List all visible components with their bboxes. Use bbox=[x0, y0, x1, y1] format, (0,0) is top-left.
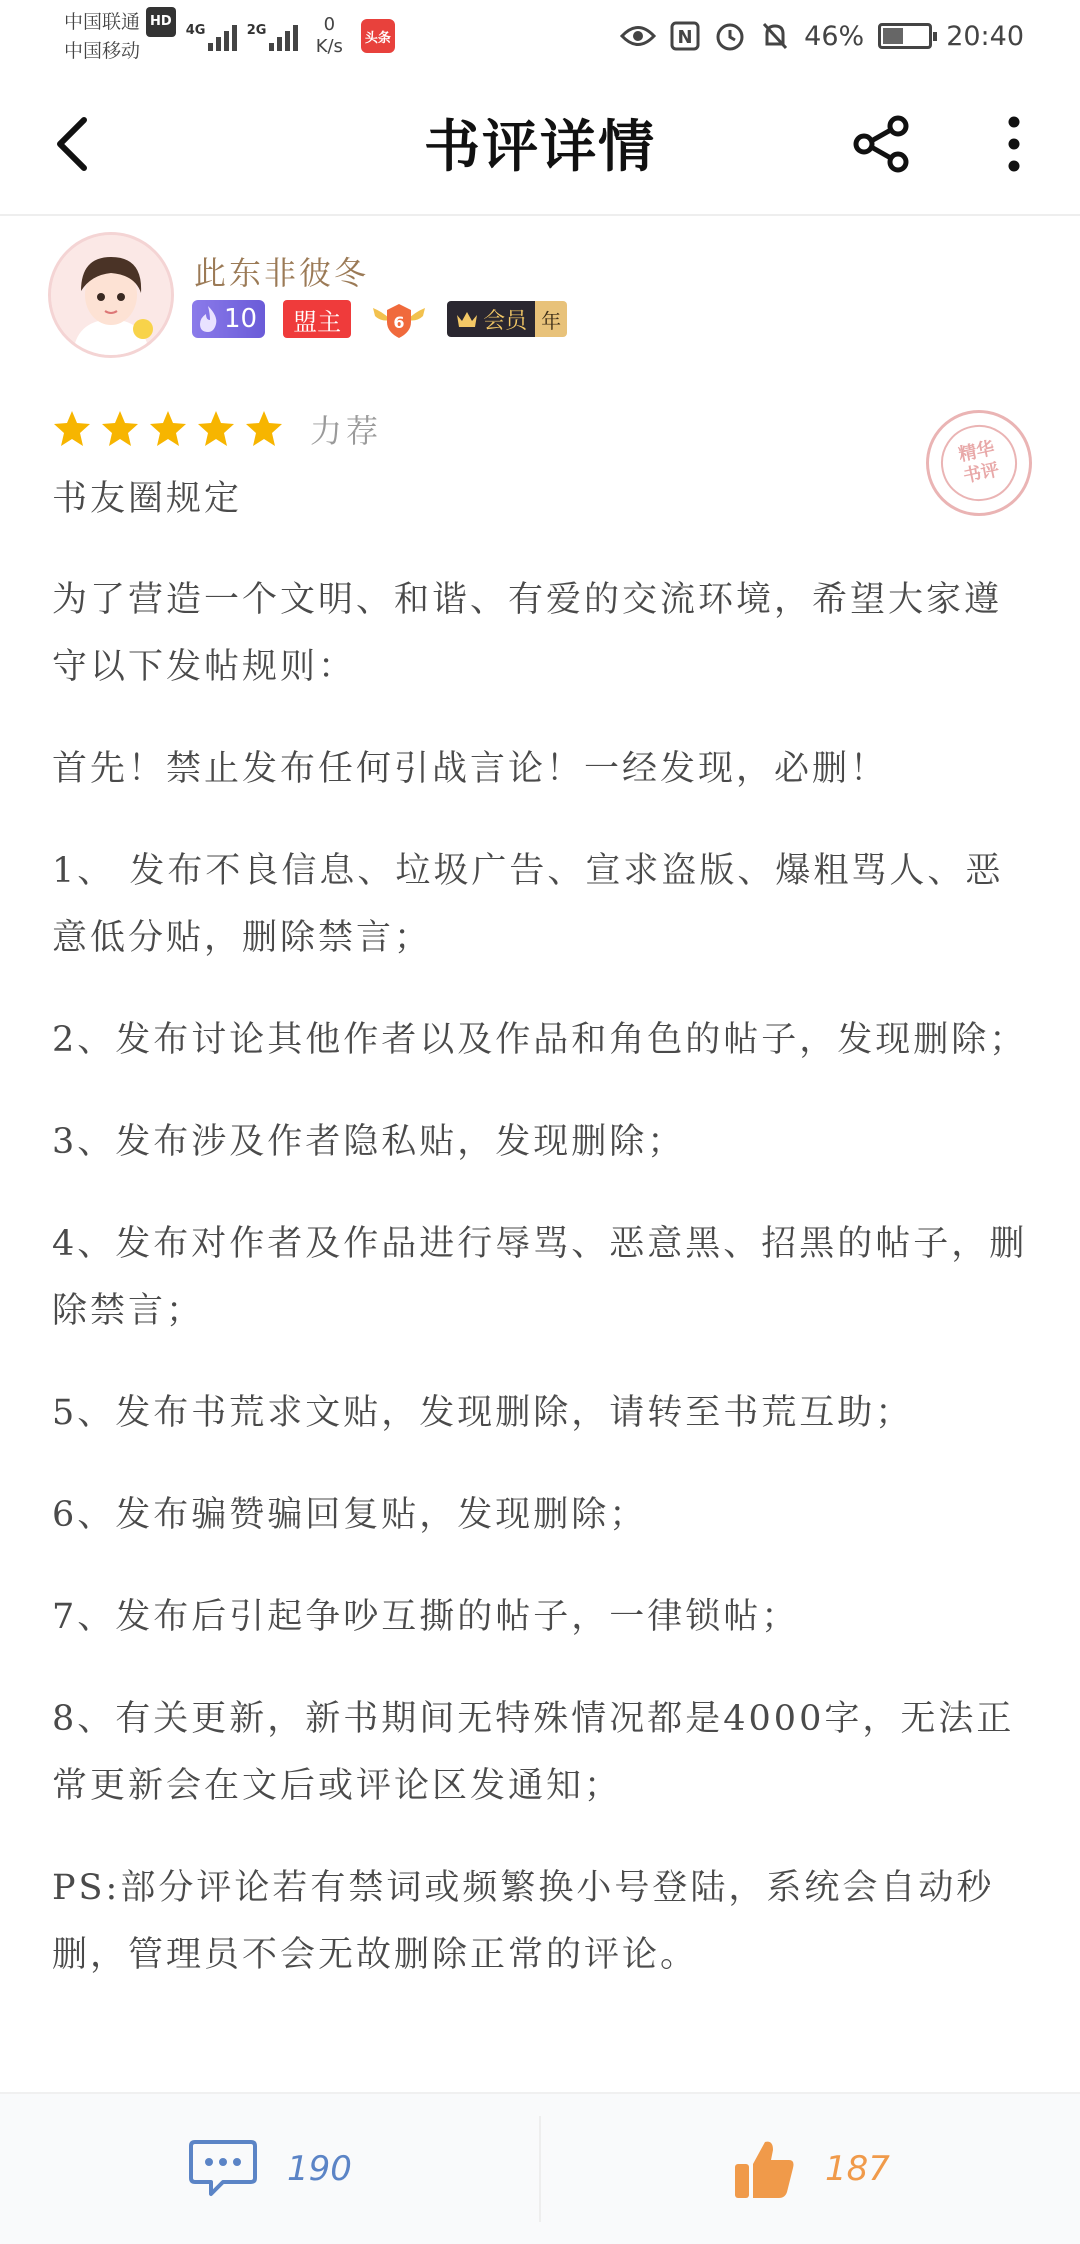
share-icon bbox=[850, 113, 912, 175]
net-speed-unit: K/s bbox=[315, 36, 343, 57]
mute-bell-icon bbox=[760, 20, 790, 52]
net-speed-value: 0 bbox=[323, 14, 336, 35]
review-paragraph: 3、发布涉及作者隐私贴，发现删除； bbox=[52, 1122, 686, 1162]
stamp-line-1: 精华 bbox=[956, 437, 997, 466]
nav-bar bbox=[0, 72, 1080, 216]
carrier-1-name: 中国联通 bbox=[64, 11, 141, 33]
star-icon bbox=[52, 409, 92, 449]
comment-button[interactable] bbox=[0, 2094, 539, 2244]
review-paragraph: 4、发布对作者及作品进行辱骂、恶意黑、招黑的帖子，删除禁言； bbox=[52, 1224, 1028, 1331]
signal-2-icon bbox=[247, 21, 298, 51]
eye-icon bbox=[620, 23, 656, 49]
net-speed bbox=[316, 14, 343, 58]
crown-icon bbox=[455, 309, 479, 329]
vip-period: 年 bbox=[535, 301, 567, 337]
more-vertical-icon bbox=[1008, 116, 1020, 172]
like-button[interactable] bbox=[541, 2094, 1080, 2244]
rating-label: 力荐 bbox=[310, 412, 383, 450]
author-badges bbox=[192, 298, 567, 340]
battery-icon bbox=[878, 23, 932, 49]
author-name[interactable]: 此东非彼冬 bbox=[194, 254, 370, 292]
status-bar bbox=[0, 0, 1080, 72]
review-paragraph: 6、发布骗赞骗回复贴，发现删除； bbox=[52, 1495, 648, 1535]
level-value: 10 bbox=[224, 304, 258, 334]
news-app-icon: 头条 bbox=[361, 19, 395, 53]
comment-icon bbox=[187, 2138, 259, 2200]
level-badge bbox=[192, 300, 265, 338]
carrier-2-name: 中国移动 bbox=[64, 40, 141, 62]
status-right bbox=[620, 20, 1024, 52]
review-paragraph: 7、发布后引起争吵互撕的帖子，一律锁帖； bbox=[52, 1597, 800, 1637]
hd-badge: HD bbox=[146, 7, 176, 37]
role-badge: 盟主 bbox=[283, 300, 351, 338]
share-button[interactable] bbox=[843, 106, 919, 182]
wings-icon bbox=[369, 298, 429, 340]
like-count: 187 bbox=[825, 2149, 890, 2189]
page-title: 书评详情 bbox=[424, 114, 656, 180]
star-icon bbox=[100, 409, 140, 449]
author-header bbox=[48, 232, 1032, 362]
star-icon bbox=[148, 409, 188, 449]
clock: 20:40 bbox=[946, 20, 1024, 52]
back-arrow-icon bbox=[52, 114, 92, 174]
vip-badge bbox=[447, 301, 567, 337]
more-button[interactable] bbox=[984, 106, 1044, 182]
review-title: 书友圈规定 bbox=[52, 479, 243, 519]
review-paragraph: PS:部分评论若有禁词或频繁换小号登陆，系统会自动秒删，管理员不会无故删除正常的评论。 bbox=[52, 1868, 995, 1975]
battery-fill bbox=[883, 28, 903, 44]
avatar-image bbox=[51, 235, 171, 355]
signal-1-gen: 4G bbox=[185, 23, 206, 38]
review-paragraph: 为了营造一个文明、和谐、有爱的交流环境，希望大家遵守以下发帖规则： bbox=[52, 580, 1003, 687]
stamp-line-2: 书评 bbox=[961, 459, 1001, 488]
nfc-label: N bbox=[677, 27, 693, 48]
star-rating bbox=[52, 409, 284, 449]
nfc-icon bbox=[670, 21, 700, 51]
star-icon bbox=[244, 409, 284, 449]
review-paragraph: 2、发布讨论其他作者以及作品和角色的帖子，发现删除； bbox=[52, 1020, 1028, 1060]
fan-level-badge bbox=[369, 298, 429, 340]
star-icon bbox=[196, 409, 236, 449]
review-content bbox=[52, 466, 1036, 2024]
flame-icon bbox=[196, 304, 220, 334]
carrier-info bbox=[64, 7, 176, 65]
battery-percent: 46% bbox=[804, 20, 865, 52]
avatar[interactable] bbox=[48, 232, 174, 358]
signal-1-icon bbox=[186, 21, 237, 51]
alarm-icon bbox=[714, 20, 746, 52]
review-paragraph: 5、发布书荒求文贴，发现删除，请转至书荒互助； bbox=[52, 1393, 914, 1433]
rating-row bbox=[52, 404, 382, 454]
back-button[interactable] bbox=[36, 108, 108, 180]
comment-count: 190 bbox=[287, 2149, 352, 2189]
bottom-action-bar bbox=[0, 2092, 1080, 2244]
review-paragraph: 1、 发布不良信息、垃圾广告、宣求盗版、爆粗骂人、恶意低分贴，删除禁言； bbox=[52, 851, 1004, 958]
vip-label: 会员 bbox=[483, 308, 528, 334]
fan-level-value: 6 bbox=[393, 313, 405, 332]
status-left bbox=[64, 7, 395, 65]
signal-2-gen: 2G bbox=[246, 23, 267, 38]
thumbs-up-icon bbox=[731, 2136, 797, 2202]
review-paragraph: 8、有关更新，新书期间无特殊情况都是4000字，无法正常更新会在文后或评论区发通知； bbox=[52, 1699, 1015, 1806]
review-paragraph: 首先！禁止发布任何引战言论！一经发现，必删！ bbox=[52, 749, 889, 789]
